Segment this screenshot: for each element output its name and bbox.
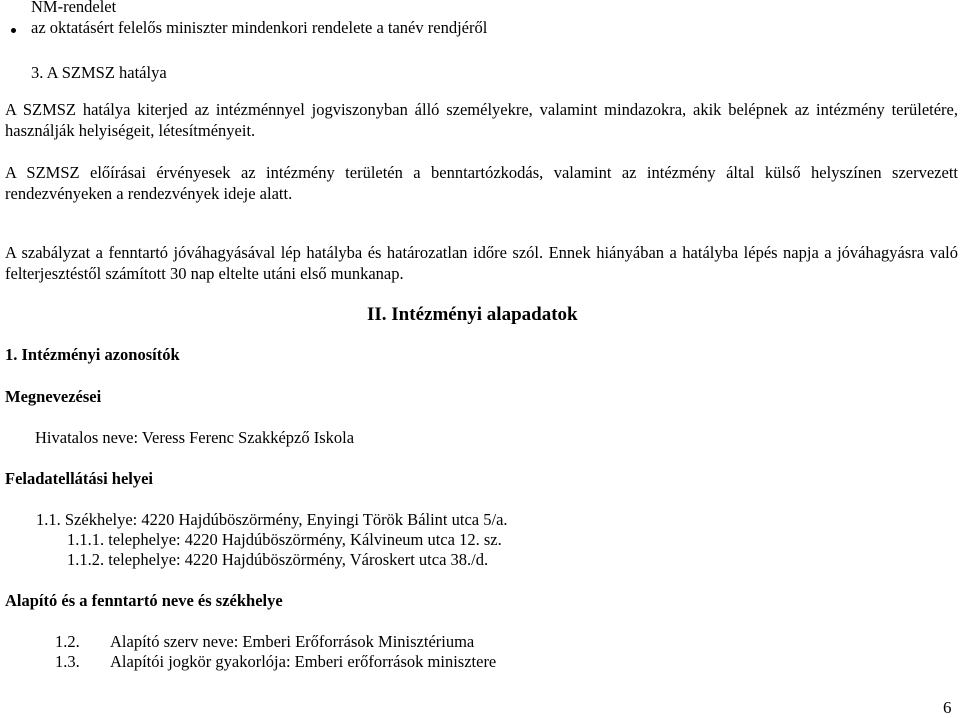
section-title: II. Intézményi alapadatok [367,304,578,325]
alapito-label: Alapító és a fenntartó neve és székhelye [5,591,283,610]
section-heading: 3. A SZMSZ hatálya [31,63,167,82]
founder-item [55,652,496,672]
paragraph-1: A SZMSZ hatálya kiterjed az intézménnyel jogviszonyban álló személyekre, valamint mindazokra, akik belépnek az intézmény területére, használják helyiségeit, létesítményeit. [5,100,958,140]
bullet-icon [11,28,16,33]
founder-item [55,632,474,652]
founder-item-text: Alapítói jogkör gyakorlója: Emberi erőforrások minisztere [110,652,497,671]
founder-item-number: 1.3. [55,652,80,671]
site-item: 1.1. Székhelye: 4220 Hajdúböszörmény, Enyingi Török Bálint utca 5/a. [36,510,508,529]
subsection-title: 1. Intézményi azonosítók [5,345,180,364]
megnevezesei-label: Megnevezései [5,387,102,406]
site-item: 1.1.2. telephelye: 4220 Hajdúböszörmény, Városkert utca 38./d. [67,550,489,569]
founder-item-number: 1.2. [55,632,80,651]
site-item: 1.1.1. telephelye: 4220 Hajdúböszörmény, Kálvineum utca 12. sz. [67,530,502,549]
feladatellatasi-label: Feladatellátási helyei [5,469,154,488]
founder-item-text: Alapító szerv neve: Emberi Erőforrások Minisztériuma [110,632,475,651]
header-line: NM-rendelet [31,0,117,16]
official-name: Hivatalos neve: Veress Ferenc Szakképző Iskola [35,428,355,447]
paragraph-2: A SZMSZ előírásai érvényesek az intézmény területén a benntartózkodás, valamint az intézmény által külső helyszínen szervezett rendezvényeken a rendezvények ideje alatt. [5,163,958,203]
bullet-item: az oktatásért felelős miniszter mindenkori rendelete a tanév rendjéről [31,18,488,37]
page-number: 6 [943,698,952,717]
paragraph-3: A szabályzat a fenntartó jóváhagyásával lép hatályba és határozatlan időre szól. Ennek hiányában a hatályba lépés napja a jóváhagyásra való felterjesztéstől számított 30 nap eltelte utáni első munkanap. [5,243,958,283]
